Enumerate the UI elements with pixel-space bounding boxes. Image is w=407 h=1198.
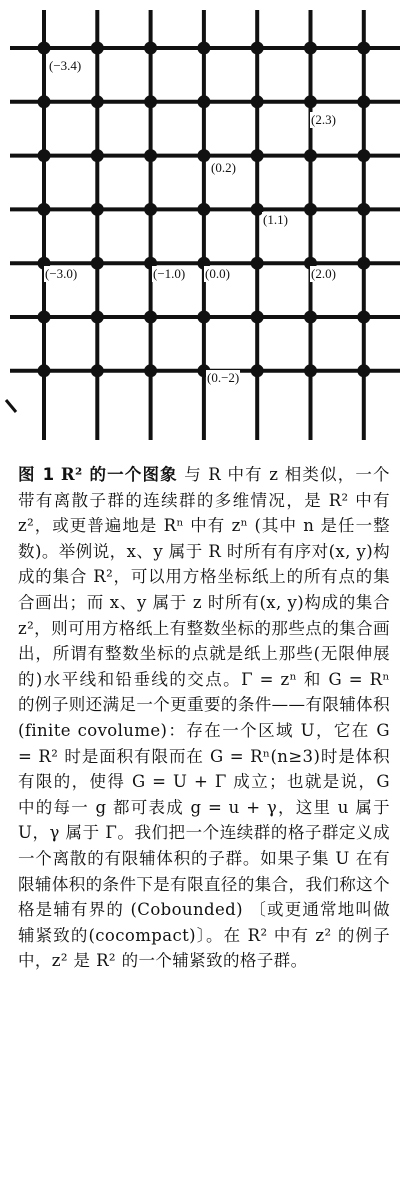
figure-title: R² 的一个图象 [60, 465, 178, 484]
caption-paragraph: 与 R 中有 z 相类似，一个带有离散子群的连续群的多维情况，是 R² 中有 z²，或更普遍地是 Rⁿ 中有 zⁿ (其中 n 是任一整数)。举例说，x、y 属于 R 时所有有序对(x, y)构成的集合 R²，可以用方格坐标纸上的所有点的集合画出；而 x、y 属于 z 时所有(x, y)构成的集合 z²，则可用方格纸上有整数坐标的那些点的集合画出，所谓有整数坐标的点就是纸上那些(无限伸展的)水平线和铅垂线的交点。Γ = zⁿ 和 G = Rⁿ 的例子则还满足一个更重要的条件——有限辅体积 (finite covolume)：存在一个区域 U，它在 G = R² 时是面积有限而在 G = Rⁿ(n≥3)时是体积有限的，使得 G = U + Γ 成立；也就是说，G 中的每一 g 都可表成 g = u + γ，这里 u 属于 U，γ 属于 Γ。我们把一个连续群的格子群定义成一个离散的有限辅体积的子群。如果子集 U 在有限辅体积的条件下是有限直径的集合，我们称这个格是辅有界的 (Cobounded) 〔或更通常地叫做辅紧致的(cocompact)〕。在 R² 中有 z² 的例子中，z² 是 R² 的一个辅紧致的格子群。 [18, 465, 390, 971]
label-point-2-3: (2.3) [311, 112, 336, 127]
lattice-point [251, 95, 264, 108]
lattice-point [304, 364, 317, 377]
lattice-point [251, 257, 264, 270]
lattice-point [38, 95, 51, 108]
label-point-0-m2: (0.−2) [207, 370, 240, 385]
label-point-0-2: (0.2) [211, 160, 236, 175]
lattice-point [91, 364, 104, 377]
lattice-point [304, 95, 317, 108]
lattice-point [38, 203, 51, 216]
lattice-point [357, 311, 370, 324]
lattice-point [38, 149, 51, 162]
lattice-point [357, 257, 370, 270]
lattice-point [357, 364, 370, 377]
label-point-m1-0: (−1.0) [153, 266, 186, 281]
lattice-point [91, 42, 104, 55]
lattice-point [197, 42, 210, 55]
lattice-point [357, 95, 370, 108]
crop-mark [6, 400, 16, 412]
lattice-point [357, 149, 370, 162]
lattice-point [251, 364, 264, 377]
lattice-point [144, 149, 157, 162]
lattice-point [197, 203, 210, 216]
lattice-point [357, 42, 370, 55]
lattice-point [91, 203, 104, 216]
lattice-point [144, 364, 157, 377]
lattice-point [144, 203, 157, 216]
lattice-point [197, 311, 210, 324]
lattice-point [144, 311, 157, 324]
lattice-point [197, 95, 210, 108]
lattice-point [91, 257, 104, 270]
label-point-2-0: (2.0) [311, 266, 336, 281]
figure-caption [18, 462, 390, 974]
lattice-point [144, 95, 157, 108]
label-point-0-0: (0.0) [205, 266, 230, 281]
lattice-point [91, 149, 104, 162]
lattice-point [144, 42, 157, 55]
lattice-point [304, 203, 317, 216]
label-point-m3-4: (−3.4) [49, 58, 82, 73]
label-point-m3-0: (−3.0) [45, 266, 78, 281]
lattice-point [304, 149, 317, 162]
lattice-point [304, 42, 317, 55]
lattice-point [304, 311, 317, 324]
figure-number: 图 1 [18, 465, 55, 484]
lattice-point [251, 311, 264, 324]
lattice-point [38, 42, 51, 55]
lattice-point [251, 42, 264, 55]
lattice-point [38, 364, 51, 377]
lattice-point [38, 311, 51, 324]
lattice-point [91, 311, 104, 324]
lattice-point [91, 95, 104, 108]
lattice-point [357, 203, 370, 216]
lattice-point [251, 149, 264, 162]
label-point-1-1: (1.1) [263, 212, 288, 227]
lattice-point [197, 149, 210, 162]
